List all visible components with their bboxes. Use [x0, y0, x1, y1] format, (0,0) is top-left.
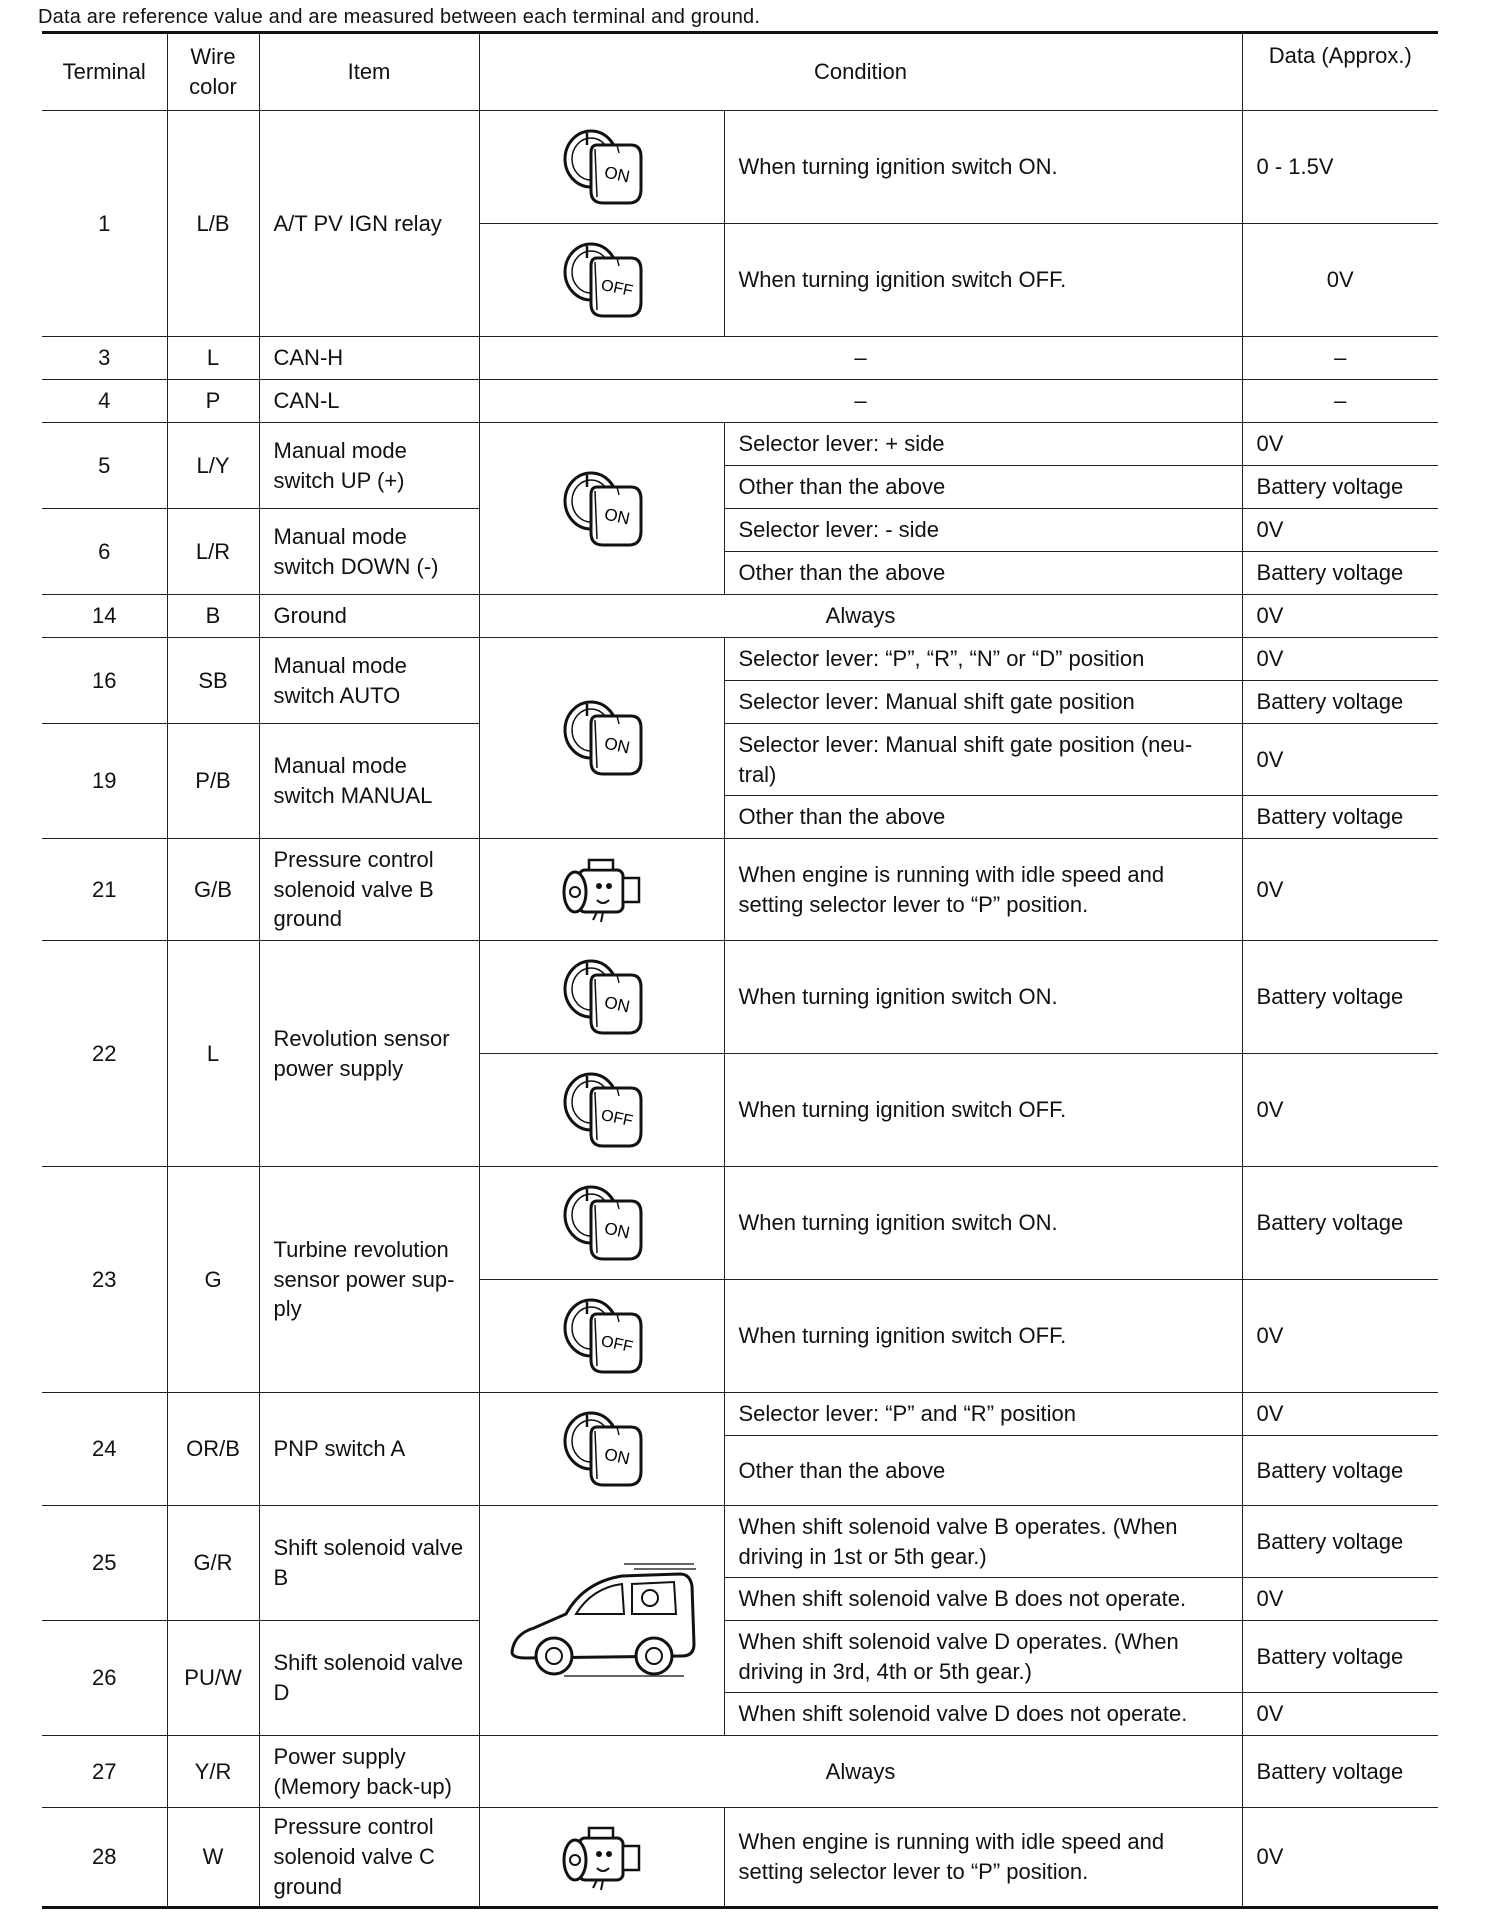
condition-cell: When turning ignition switch OFF. — [724, 224, 1242, 337]
condition-cell: Selector lever: Manual shift gate position (neu-tral) — [724, 724, 1242, 796]
data-cell: Battery voltage — [1242, 1621, 1438, 1693]
item-cell: Pressure control solenoid valve B ground — [259, 839, 479, 941]
data-cell: Battery voltage — [1242, 1506, 1438, 1578]
terminal-cell: 27 — [42, 1736, 167, 1808]
car-driving-icon — [504, 1552, 700, 1690]
wire-color-cell: L/R — [167, 509, 259, 595]
table-row — [42, 1808, 1438, 1908]
condition-cell: When engine is running with idle speed and setting selector lever to “P” position. — [724, 839, 1242, 941]
item-cell: Manual mode switch AUTO — [259, 638, 479, 724]
key-label: OFF — [598, 1106, 634, 1131]
wire-color-cell: W — [167, 1808, 259, 1908]
terminal-cell: 19 — [42, 724, 167, 839]
ignition-key-on-icon — [557, 1179, 647, 1267]
item-cell: Shift solenoid valve D — [259, 1621, 479, 1736]
wire-color-cell: SB — [167, 638, 259, 724]
table-row — [42, 111, 1438, 224]
condition-cell: Other than the above — [724, 796, 1242, 839]
terminal-cell: 6 — [42, 509, 167, 595]
data-cell: Battery voltage — [1242, 466, 1438, 509]
key-label: OFF — [598, 276, 634, 301]
item-cell: Ground — [259, 595, 479, 638]
wire-color-cell: P/B — [167, 724, 259, 839]
engine-running-icon — [557, 852, 647, 927]
item-cell: Revolution sensor power supply — [259, 941, 479, 1167]
table-note: Data are reference value and are measured between each terminal and ground. — [38, 6, 761, 28]
data-cell: 0V — [1242, 1393, 1438, 1436]
data-cell: 0V — [1242, 638, 1438, 681]
wire-color-cell: Y/R — [167, 1736, 259, 1808]
item-cell: CAN-H — [259, 337, 479, 380]
data-cell: 0V — [1242, 1578, 1438, 1621]
key-label: ON — [602, 162, 632, 187]
key-label: ON — [602, 504, 632, 528]
header-terminal: Terminal — [42, 33, 167, 111]
wire-color-cell: P — [167, 380, 259, 423]
wire-color-cell: L/B — [167, 111, 259, 337]
terminal-cell: 25 — [42, 1506, 167, 1621]
data-cell: 0V — [1242, 1808, 1438, 1908]
condition-cell: – — [479, 337, 1242, 380]
terminal-cell: 23 — [42, 1167, 167, 1393]
wire-color-cell: G/B — [167, 839, 259, 941]
table-row — [42, 1167, 1438, 1280]
terminal-cell: 28 — [42, 1808, 167, 1908]
item-cell: A/T PV IGN relay — [259, 111, 479, 337]
item-cell: Power supply (Memory back-up) — [259, 1736, 479, 1808]
condition-cell: Other than the above — [724, 466, 1242, 509]
wire-color-cell: PU/W — [167, 1621, 259, 1736]
condition-cell: Selector lever: Manual shift gate position — [724, 681, 1242, 724]
data-cell: 0V — [1242, 1693, 1438, 1736]
data-cell: Battery voltage — [1242, 796, 1438, 839]
table-row — [42, 724, 1438, 796]
data-cell: Battery voltage — [1242, 1736, 1438, 1808]
ignition-key-off-icon — [557, 1292, 647, 1380]
wire-color-cell: OR/B — [167, 1393, 259, 1506]
wire-color-cell: L — [167, 941, 259, 1167]
terminal-cell: 1 — [42, 111, 167, 337]
condition-cell: When turning ignition switch ON. — [724, 941, 1242, 1054]
terminal-cell: 4 — [42, 380, 167, 423]
condition-cell: Always — [479, 1736, 1242, 1808]
table-row — [42, 509, 1438, 552]
terminal-cell: 24 — [42, 1393, 167, 1506]
terminal-cell: 22 — [42, 941, 167, 1167]
item-cell: Shift solenoid valve B — [259, 1506, 479, 1621]
condition-cell: When engine is running with idle speed and setting selector lever to “P” position. — [724, 1808, 1242, 1908]
ignition-key-on-icon — [557, 465, 647, 553]
table-row — [42, 941, 1438, 1054]
table-row — [42, 423, 1438, 466]
data-cell: 0V — [1242, 1054, 1438, 1167]
condition-cell: Selector lever: - side — [724, 509, 1242, 552]
condition-cell: When turning ignition switch ON. — [724, 1167, 1242, 1280]
table-header-row — [42, 33, 1438, 111]
item-cell: Manual mode switch MANUAL — [259, 724, 479, 839]
table-row — [42, 1393, 1438, 1436]
data-cell: Battery voltage — [1242, 1436, 1438, 1506]
data-cell: 0V — [1242, 224, 1438, 337]
data-cell: – — [1242, 380, 1438, 423]
key-label: ON — [602, 992, 632, 1017]
terminal-cell: 16 — [42, 638, 167, 724]
header-data: Data (Approx.) — [1242, 33, 1438, 111]
condition-cell: When shift solenoid valve B does not operate. — [724, 1578, 1242, 1621]
data-cell: Battery voltage — [1242, 552, 1438, 595]
condition-cell: When turning ignition switch OFF. — [724, 1054, 1242, 1167]
terminal-cell: 26 — [42, 1621, 167, 1736]
condition-cell: Always — [479, 595, 1242, 638]
ignition-key-on-icon — [557, 123, 647, 211]
ignition-key-off-icon — [557, 236, 647, 324]
ignition-key-on-icon — [557, 694, 647, 782]
table-row — [42, 1621, 1438, 1693]
table-row — [42, 595, 1438, 638]
data-cell: 0V — [1242, 595, 1438, 638]
wire-color-cell: G — [167, 1167, 259, 1393]
key-label: ON — [602, 1444, 632, 1469]
table-row — [42, 839, 1438, 941]
item-cell: Manual mode switch UP (+) — [259, 423, 479, 509]
data-cell: Battery voltage — [1242, 681, 1438, 724]
item-cell: PNP switch A — [259, 1393, 479, 1506]
wire-color-cell: L — [167, 337, 259, 380]
terminal-cell: 3 — [42, 337, 167, 380]
terminal-cell: 14 — [42, 595, 167, 638]
ignition-key-on-icon — [557, 1405, 647, 1493]
condition-cell: Selector lever: “P”, “R”, “N” or “D” position — [724, 638, 1242, 681]
data-cell: 0V — [1242, 839, 1438, 941]
key-label: ON — [602, 1218, 632, 1243]
data-cell: 0V — [1242, 509, 1438, 552]
wire-color-cell: G/R — [167, 1506, 259, 1621]
item-cell: Turbine revolution sensor power sup-ply — [259, 1167, 479, 1393]
table-row — [42, 1736, 1438, 1808]
item-cell: Pressure control solenoid valve C ground — [259, 1808, 479, 1908]
key-label: ON — [602, 733, 632, 758]
condition-cell: When shift solenoid valve B operates. (When driving in 1st or 5th gear.) — [724, 1506, 1242, 1578]
data-cell: 0 - 1.5V — [1242, 111, 1438, 224]
condition-cell: When shift solenoid valve D operates. (When driving in 3rd, 4th or 5th gear.) — [724, 1621, 1242, 1693]
condition-cell: Other than the above — [724, 1436, 1242, 1506]
item-cell: CAN-L — [259, 380, 479, 423]
table-row — [42, 337, 1438, 380]
ignition-key-on-icon — [557, 953, 647, 1041]
data-cell: Battery voltage — [1242, 1167, 1438, 1280]
condition-cell: Other than the above — [724, 552, 1242, 595]
header-item: Item — [259, 33, 479, 111]
condition-cell: When turning ignition switch ON. — [724, 111, 1242, 224]
header-wire-color: Wire color — [167, 33, 259, 111]
engine-running-icon — [557, 1820, 647, 1895]
table-row — [42, 380, 1438, 423]
data-cell: 0V — [1242, 423, 1438, 466]
condition-cell: When turning ignition switch OFF. — [724, 1280, 1242, 1393]
header-condition: Condition — [479, 33, 1242, 111]
condition-cell: When shift solenoid valve D does not operate. — [724, 1693, 1242, 1736]
wire-color-cell: B — [167, 595, 259, 638]
wire-color-cell: L/Y — [167, 423, 259, 509]
table-row — [42, 638, 1438, 681]
condition-cell: – — [479, 380, 1242, 423]
data-cell: 0V — [1242, 1280, 1438, 1393]
condition-cell: Selector lever: “P” and “R” position — [724, 1393, 1242, 1436]
terminal-cell: 21 — [42, 839, 167, 941]
data-cell: – — [1242, 337, 1438, 380]
key-label: OFF — [598, 1332, 634, 1357]
data-cell: Battery voltage — [1242, 941, 1438, 1054]
terminal-data-table — [42, 31, 1438, 1909]
data-cell: 0V — [1242, 724, 1438, 796]
terminal-cell: 5 — [42, 423, 167, 509]
ignition-key-off-icon — [557, 1066, 647, 1154]
table-row — [42, 1506, 1438, 1578]
condition-cell: Selector lever: + side — [724, 423, 1242, 466]
item-cell: Manual mode switch DOWN (-) — [259, 509, 479, 595]
